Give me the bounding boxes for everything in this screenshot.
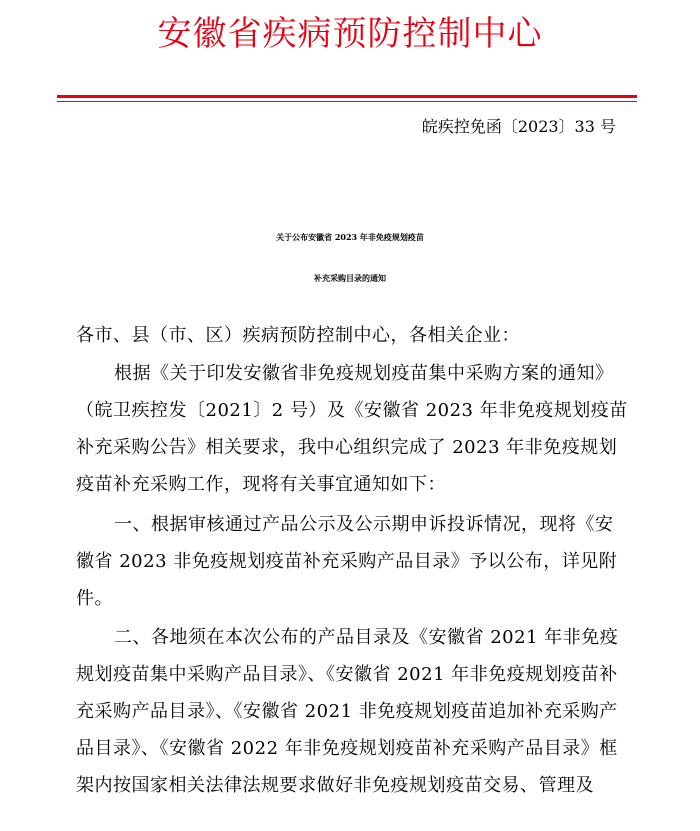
paragraph-2-line: 徽省 2023 非免疫规划疫苗补充采购产品目录》予以公布，详见附 (76, 551, 618, 572)
paragraph-1-line: 根据《关于印发安徽省非免疫规划疫苗集中采购方案的通知》 (114, 363, 614, 384)
document-title-line-2: 补充采购目录的通知 (314, 273, 386, 283)
header-rule-thin (57, 101, 637, 102)
paragraph-1-line: 补充采购公告》相关要求，我中心组织完成了 2023 年非免疫规划 (76, 437, 618, 458)
paragraph-1-line: 疫苗补充采购工作，现将有关事宜通知如下： (76, 474, 446, 495)
header-rule-thick (57, 95, 637, 98)
paragraph-3-line: 二、各地须在本次公布的产品目录及《安徽省 2021 年非免疫 (114, 627, 619, 648)
paragraph-2-line: 件。 (76, 588, 113, 609)
paragraph-3-line: 品目录》、《安徽省 2022 年非免疫规划疫苗补充采购产品目录》框 (76, 738, 618, 759)
document-title-line-1: 关于公布安徽省 2023 年非免疫规划疫苗 (276, 232, 424, 242)
org-header-title: 安徽省疾病预防控制中心 (157, 14, 543, 54)
salutation-line: 各市、县（市、区）疾病预防控制中心，各相关企业： (76, 325, 520, 346)
paragraph-1-line: （皖卫疾控发〔2021〕2 号）及《安徽省 2023 年非免疫规划疫苗 (76, 400, 628, 421)
paragraph-3-line: 架内按国家相关法律法规要求做好非免疫规划疫苗交易、管理及 (76, 775, 594, 796)
paragraph-3-line: 充采购产品目录》、《安徽省 2021 非免疫规划疫苗追加补充采购产 (76, 701, 618, 722)
paragraph-3-line: 规划疫苗集中采购产品目录》、《安徽省 2021 年非免疫规划疫苗补 (76, 664, 618, 685)
document-number: 皖疾控免函〔2023〕33 号 (421, 117, 616, 136)
paragraph-2-line: 一、根据审核通过产品公示及公示期申诉投诉情况，现将《安 (114, 514, 614, 535)
